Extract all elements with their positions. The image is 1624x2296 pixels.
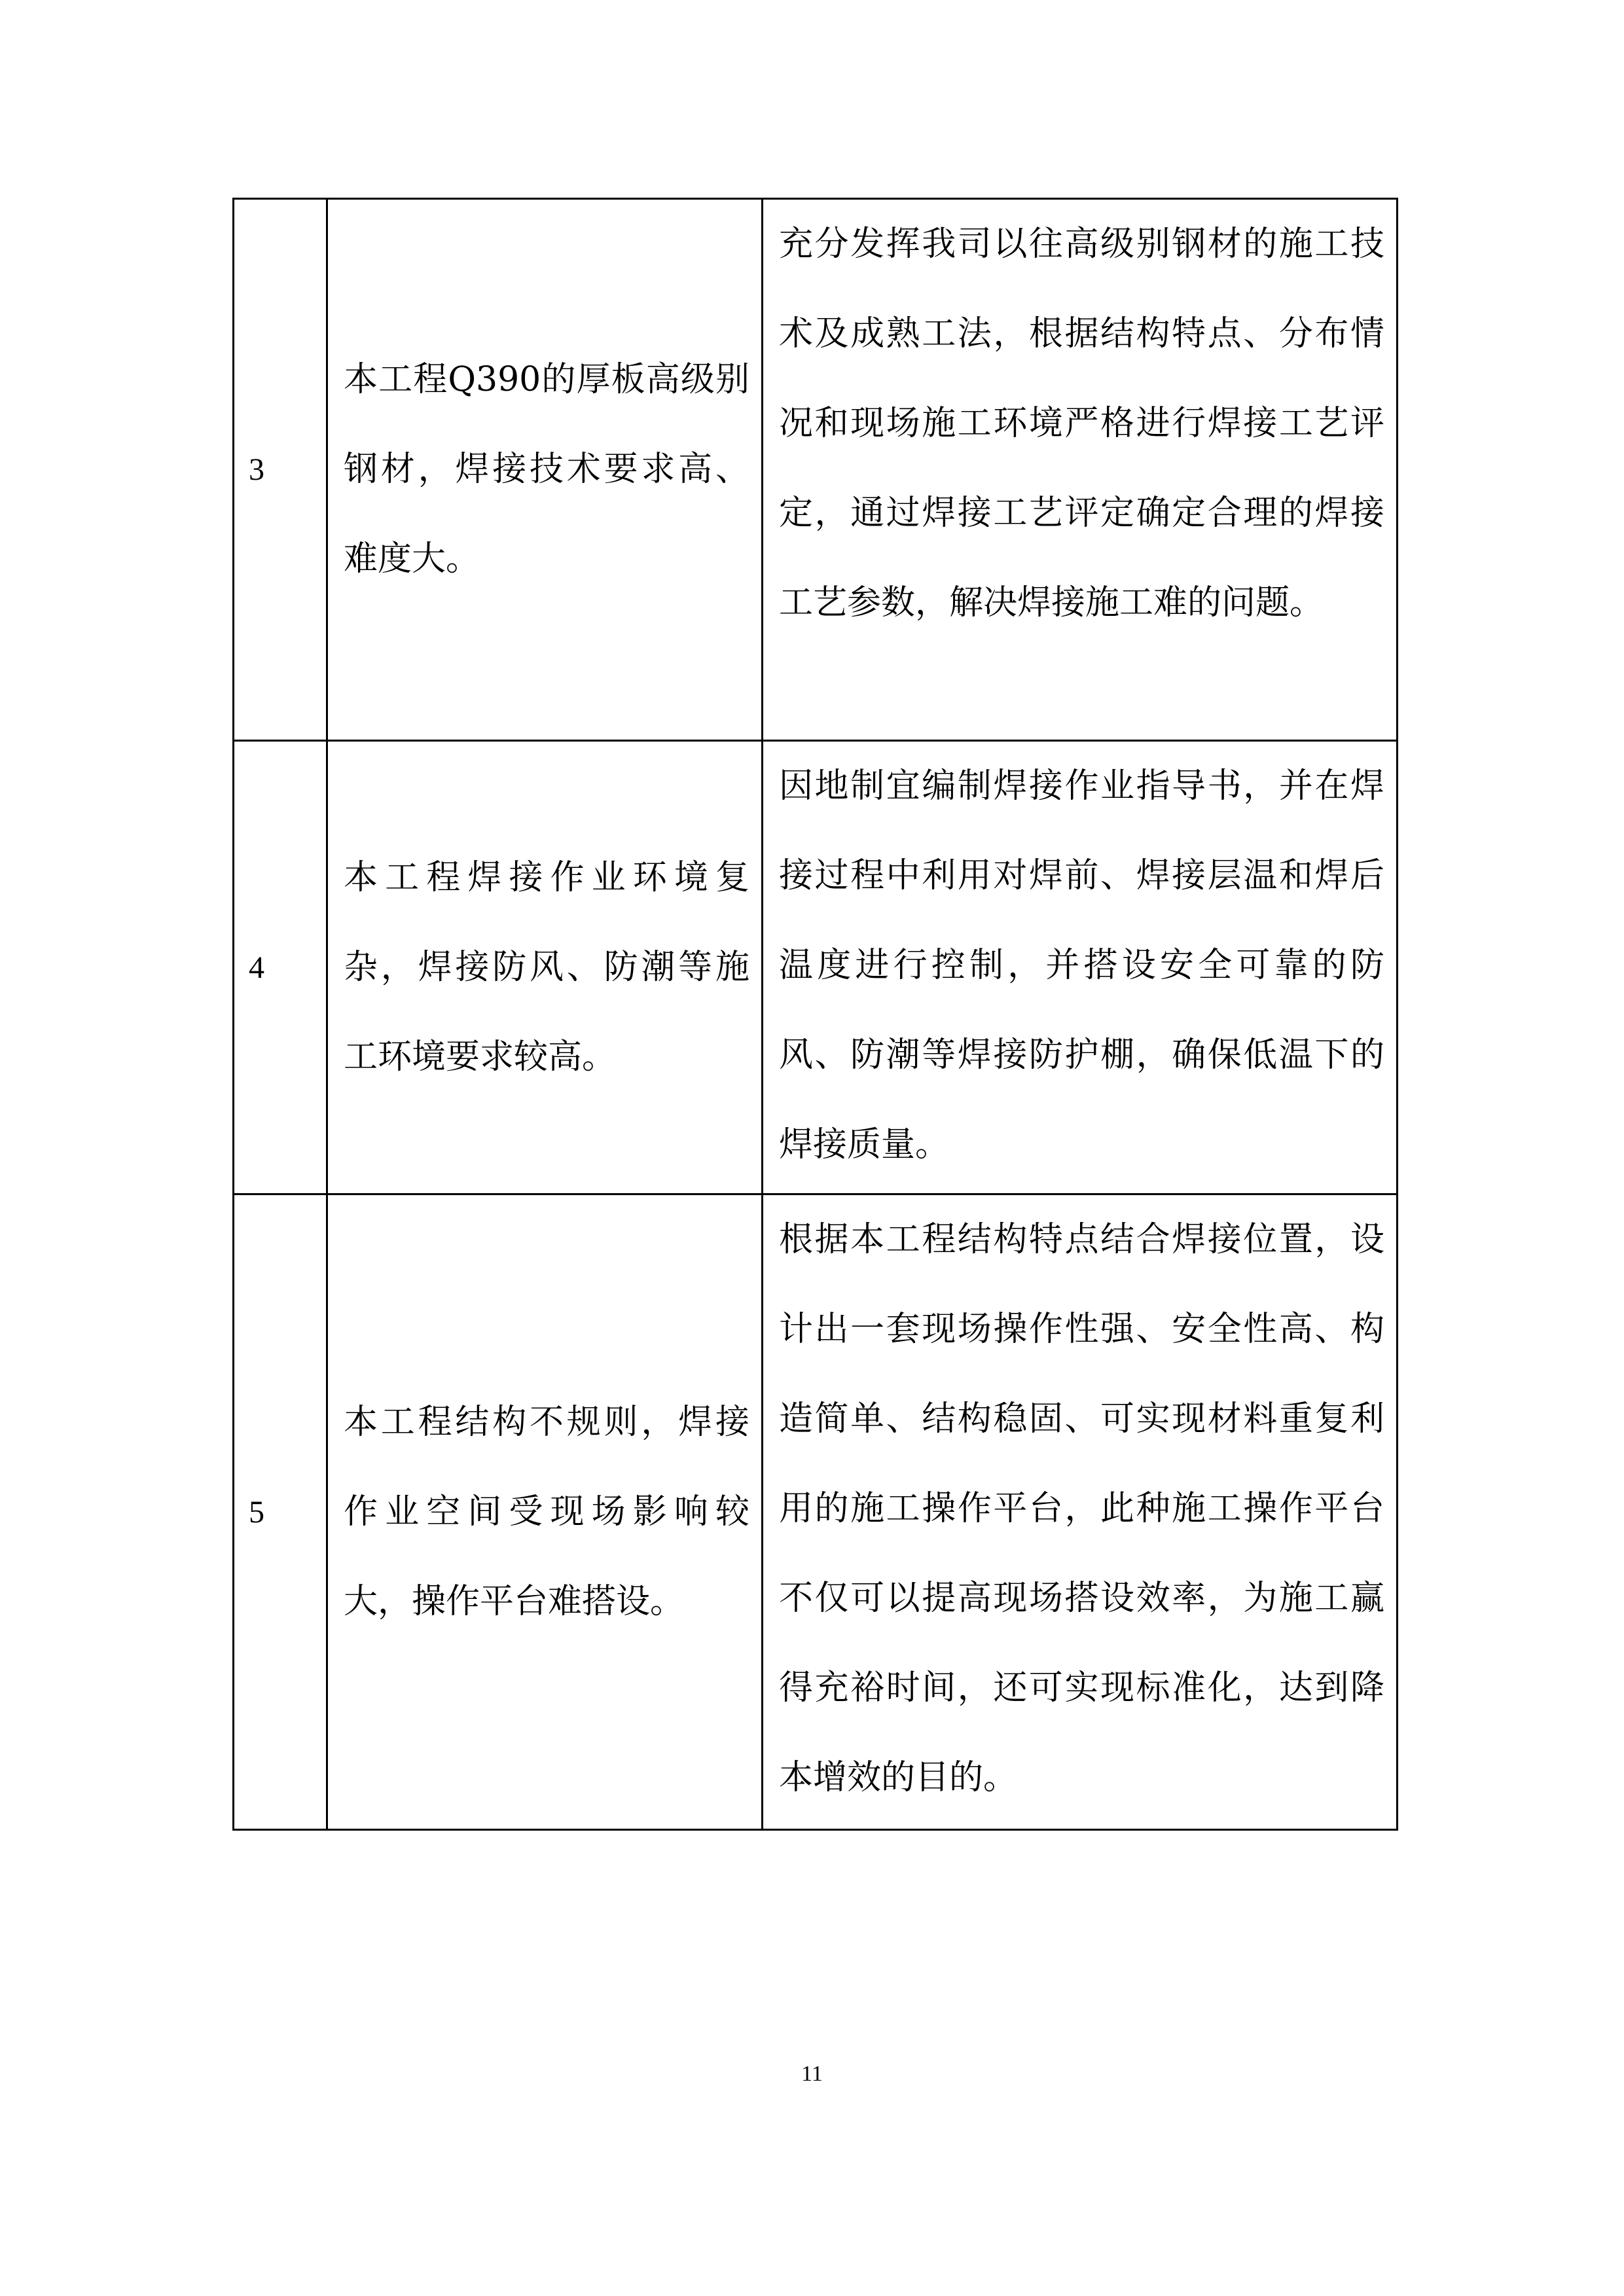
row-number: 5 [234,1194,327,1830]
countermeasure-text: 因地制宜编制焊接作业指导书，并在焊接过程中利用对焊前、焊接层温和焊后温度进行控制，并搭设安全可靠的防风、防潮等焊接防护棚，确保低温下的焊接质量。 [763,741,1398,1194]
table-row [234,741,1398,1194]
table-row [234,199,1398,741]
countermeasure-text: 根据本工程结构特点结合焊接位置，设计出一套现场操作性强、安全性高、构造简单、结构稳固、可实现材料重复利用的施工操作平台，此种施工操作平台不仅可以提高现场搭设效率，为施工赢得充裕时间，还可实现标准化，达到降本增效的目的。 [763,1194,1398,1830]
difficulty-text: 本工程结构不规则，焊接作业空间受现场影响较大，操作平台难搭设。 [327,1194,763,1830]
table-row [234,1194,1398,1830]
difficulty-text: 本工程Q390的厚板高级别钢材，焊接技术要求高、难度大。 [327,199,763,741]
page-number: 11 [801,2062,823,2086]
row-number: 3 [234,199,327,741]
row-number: 4 [234,741,327,1194]
difficulty-text: 本工程焊接作业环境复杂，焊接防风、防潮等施工环境要求较高。 [327,741,763,1194]
countermeasure-text: 充分发挥我司以往高级别钢材的施工技术及成熟工法，根据结构特点、分布情况和现场施工环境严格进行焊接工艺评定，通过焊接工艺评定确定合理的焊接工艺参数，解决焊接施工难的问题。 [763,199,1398,741]
welding-measures-table [232,198,1398,1831]
